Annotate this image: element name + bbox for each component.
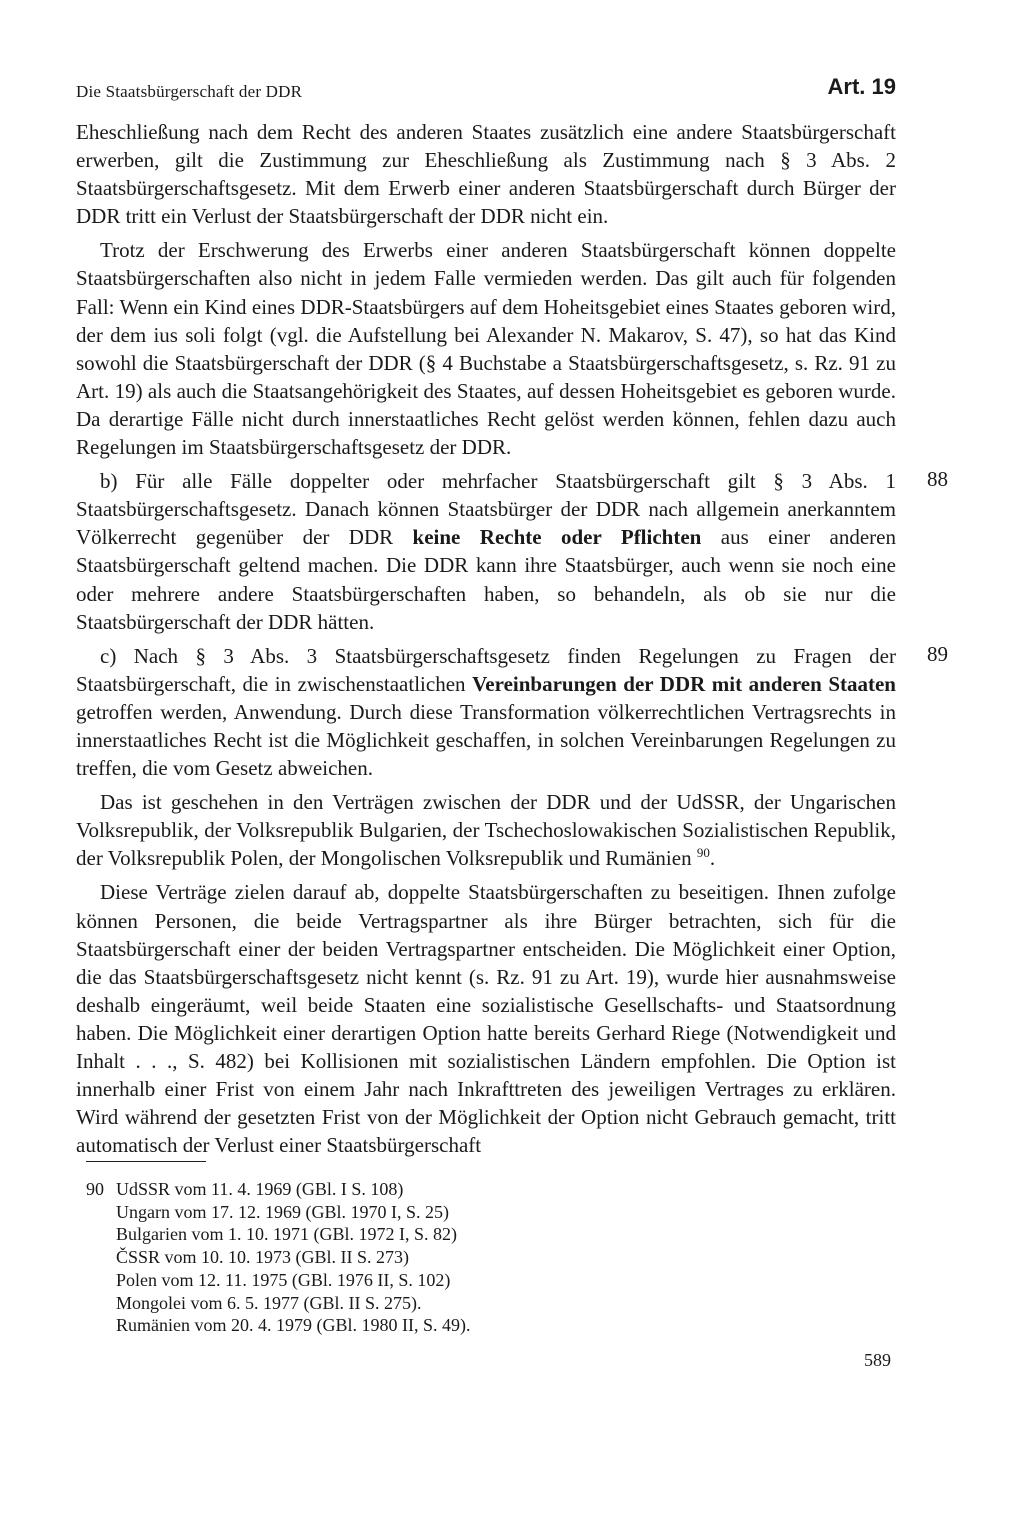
- paragraph: [76, 118, 896, 230]
- margin-number-88: 88: [927, 467, 948, 492]
- paragraph-88: [76, 467, 896, 636]
- paragraph-text: Das ist geschehen in den Verträgen zwischen der DDR und der UdSSR, der Ungarischen Volksrepublik, der Volksrepublik Bulgarien, der Tschechoslowakischen Sozialistischen Republik, der Volksrepublik Polen, der Mongolischen Volksrepublik und Rumänien: [76, 790, 896, 871]
- emphasis-text: Vereinbarungen der DDR mit anderen Staaten: [472, 671, 896, 696]
- page-number: 589: [864, 1350, 891, 1370]
- footnote-ref[interactable]: 90: [696, 845, 710, 861]
- margin-number-89: 89: [927, 641, 948, 666]
- running-title: Die Staatsbürgerschaft der DDR: [76, 82, 303, 101]
- footnote-line: Rumänien vom 20. 4. 1979 (GBl. 1980 II, S. 49).: [116, 1315, 471, 1336]
- paragraph-text: getroffen werden, Anwendung. Durch diese Transformation völkerrechtlichen Vertragsrechts in innerstaatliches Recht ist die Möglichkeit geschaffen, in solchen Vereinbarungen Regelungen zu treffen, die vom Gesetz abweichen.: [76, 699, 896, 781]
- paragraph-89: [76, 642, 896, 782]
- emphasis-text: keine Rechte oder Pflichten: [412, 525, 702, 550]
- footnote-text: UdSSR vom 11. 4. 1969 (GBl. I S. 108): [116, 1179, 404, 1199]
- paragraph-text: Diese Verträge zielen darauf ab, doppelte Staatsbürgerschaften zu beseitigen. Ihnen zufolge können Personen, die beide Vertragspartner als ihre Bürger betrachten, sich für die Staatsbürgerschaft einer der beiden Vertragspartner entscheiden. Die Möglichkeit einer Option, die das Staatsbürgerschaftsgesetz nicht kennt (s. Rz. 91 zu Art. 19), wurde hier ausnahmsweise deshalb eingeräumt, weil beide Staaten eine sozialistische Gesellschafts- und Staatsordnung haben. Die Möglichkeit einer derartigen Option hatte bereits Gerhard Riege (Notwendigkeit und Inhalt . . ., S. 482) bei Kollisionen mit sozialistischen Ländern empfohlen. Die Option ist innerhalb einer Frist von einem Jahr nach Inkrafttreten des jeweiligen Vertrages zu erklären. Wird während der gesetzten Frist von der Möglichkeit der Option nicht Gebrauch gemacht, tritt automatisch der Verlust einer Staatsbürgerschaft: [76, 880, 896, 1158]
- footnote-line: Ungarn vom 17. 12. 1969 (GBl. 1970 I, S. 25): [116, 1201, 449, 1222]
- footnote-line: ČSSR vom 10. 10. 1973 (GBl. II S. 273): [116, 1247, 410, 1268]
- footnote-line: Polen vom 12. 11. 1975 (GBl. 1976 II, S. 102): [116, 1269, 451, 1290]
- body-text: [76, 118, 896, 1165]
- footnote-line: Bulgarien vom 1. 10. 1971 (GBl. 1972 I, S. 82): [116, 1224, 457, 1245]
- footnote-block: [86, 1178, 470, 1337]
- paragraph-text: Trotz der Erschwerung des Erwerbs einer anderen Staatsbürgerschaft können doppelte Staatsbürgerschaften also nicht in jedem Falle vermieden werden. Das gilt auch für folgenden Fall: Wenn ein Kind eines DDR-Staatsbürgers auf dem Hoheitsgebiet eines Staates geboren wird, der dem ius soli folgt (vgl. die Aufstellung bei Alexander N. Makarov, S. 47), so hat das Kind sowohl die Staatsbürgerschaft der DDR (§ 4 Buchstabe a Staatsbürgerschaftsgesetz, s. Rz. 91 zu Art. 19) als auch die Staatsangehörigkeit des Staates, auf dessen Hoheitsgebiet es geboren wurde. Da derartige Fälle nicht durch innerstaatliches Recht gelöst werden können, fehlen dazu auch Regelungen im Staatsbürgerschaftsgesetz der DDR.: [76, 238, 896, 460]
- footnote-line: [86, 1178, 470, 1201]
- paragraph: Das ist geschehen in den Verträgen zwischen der DDR und der UdSSR, der Ungarischen Volksrepublik, der Volksrepublik Bulgarien, der Tschechoslowakischen Sozialistischen Republik, der Volksrepublik Polen, der Mongolischen Volksrepublik und Rumänien $^{90}$.: [76, 790, 896, 871]
- article-label: Art. 19: [827, 74, 896, 99]
- footnote-line: Mongolei vom 6. 5. 1977 (GBl. II S. 275).: [116, 1292, 422, 1313]
- paragraph: [76, 878, 896, 1159]
- footnote-number: 90: [86, 1179, 104, 1199]
- paragraph-text: aus einer anderen Staatsbürgerschaft geltend machen. Die DDR kann ihre Staatsbürger, auch wenn sie noch eine oder mehrere andere Staatsbürgerschaften haben, so behandeln, als ob sie nur die Staatsbürgerschaft der DDR hätten.: [76, 525, 896, 634]
- footnote-divider: [86, 1161, 206, 1162]
- paragraph-text: c) Nach § 3 Abs. 3 Staatsbürgerschaftsgesetz finden Regelungen zu Fragen der Staatsbürgerschaft, die in zwischenstaatlichen: [76, 643, 896, 696]
- paragraph-text: b) Für alle Fälle doppelter oder mehrfacher Staatsbürgerschaft gilt § 3 Abs. 1 Staatsbürgerschaftsgesetz. Danach können Staatsbürger der DDR nach allgemein anerkanntem Völkerrecht gegenüber der DDR: [76, 469, 896, 550]
- paragraph: [76, 236, 896, 461]
- paragraph-text: Eheschließung nach dem Recht des anderen Staates zusätzlich eine andere Staatsbürgerschaft erwerben, gilt die Zustimmung zur Eheschließung als Zustimmung nach § 3 Abs. 2 Staatsbürgerschaftsgesetz. Mit dem Erwerb einer anderen Staatsbürgerschaft durch Bürger der DDR tritt ein Verlust der Staatsbürgerschaft der DDR nicht ein.: [76, 120, 896, 229]
